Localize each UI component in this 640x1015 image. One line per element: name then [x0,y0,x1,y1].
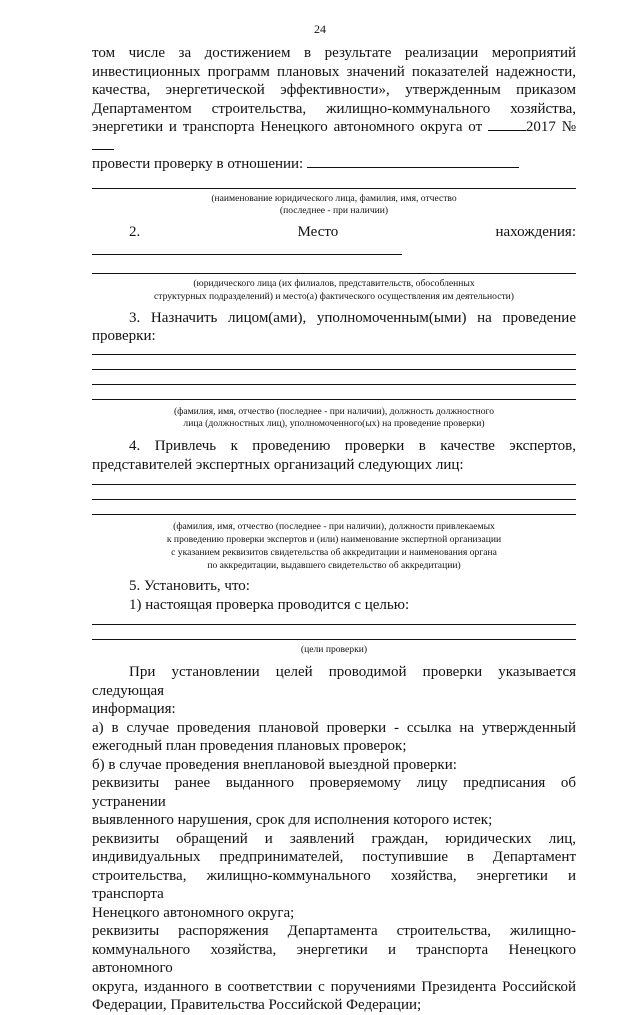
fill-line [92,484,576,485]
caption: к проведению проверки экспертов и (или) наименование экспертной организации [166,534,502,546]
intro-line: качества, энергетической эффективности», утвержденным приказом [92,82,576,98]
item-5-line: 1) настоящая проверка проводится с целью: [129,596,410,613]
fill-line [92,624,576,625]
document-body [92,44,576,1015]
caption: лица (должностных лиц), уполномоченного(ых) на проведение проверки) [183,418,485,430]
goals-line: индивидуальных предпринимателей, поступившие в Департамент [92,849,576,866]
fill-line [92,514,576,515]
intro-year: 2017 № [525,119,577,135]
caption: (фамилия, имя, отчество (последнее - при наличии), должности привлекаемых [173,521,495,533]
intro-line: Департаментом строительства, жилищно-коммунального хозяйства, [92,100,576,117]
intro-date-line [92,118,576,155]
goals-line: выявленного нарушения, срок для исполнения которого истек; [92,812,493,829]
location-blank [92,242,402,255]
fill-line [92,399,576,400]
caption: по аккредитации, выдавшего свидетельство об аккредитации) [207,559,461,571]
intro-line: том числе за достижением в результате реализации мероприятий [92,45,576,61]
item-4-line: представителей экспертных организаций следующих лиц: [92,456,464,473]
fill-line [92,639,576,640]
caption: (фамилия, имя, отчество (последнее - при наличии), должность должностного [173,405,495,417]
fill-line [92,273,576,274]
goals-line: реквизиты обращений и заявлений граждан, юридических лиц, [92,830,576,847]
goals-line: ежегодный план проведения плановых проверок; [92,738,407,755]
item-5-line: 5. Установить, что: [129,578,250,595]
fill-line [92,188,576,189]
item-3-line: проверки: [92,328,156,345]
inspection-subject-blank [307,155,519,168]
caption: структурных подразделений) и место(а) фактического осуществления им деятельности) [154,290,514,302]
intro-line: инвестиционных программ плановых значений показателей надежности, [92,63,576,80]
caption: (юридического лица (их филиалов, представительств, обособленных [193,278,475,290]
goals-line: коммунального хозяйства, энергетики и транспорта Ненецкого автономного [92,941,576,977]
fill-line [92,499,576,500]
fill-line [92,384,576,385]
goals-line: строительства, жилищно-коммунального хозяйства, энергетики и транспорта [92,867,576,903]
location-label: 2. Место нахождения: [129,224,576,241]
goals-line: реквизиты распоряжения Департамента строительства, жилищно- [92,923,576,940]
goals-line: б) в случае проведения внеплановой выездной проверки: [92,756,457,773]
intro-text: энергетики и транспорта Ненецкого автономного округа от [92,119,483,135]
intro-line [92,155,576,174]
fill-line [92,354,576,355]
date-blank [488,118,526,131]
caption: (последнее - при наличии) [279,205,389,217]
caption: с указанием реквизитов свидетельства об аккредитации и наименования органа [171,546,497,558]
item-3-line: 3. Назначить лицом(ами), уполномоченным(ыми) на проведение [129,309,576,326]
goals-line: а) в случае проведения плановой проверки - ссылка на утвержденный [92,719,576,736]
goals-line: информация: [92,701,176,718]
fill-line [92,369,576,370]
number-blank [92,137,114,150]
inspection-subject-label: провести проверку в отношении: [92,156,304,172]
goals-line: Ненецкого автономного округа; [92,904,295,921]
goals-line: Федерации, Правительства Российской Федерации; [92,997,422,1014]
goals-line: При установлении целей проводимой проверки указывается следующая [92,664,576,699]
caption: (цели проверки) [300,644,368,656]
caption: (наименование юридического лица, фамилия, имя, отчество [211,192,457,204]
item-4-line: 4. Привлечь к проведению проверки в качестве экспертов, [129,438,576,455]
goals-line: округа, изданного в соответствии с поручениями Президента Российской [92,978,576,995]
location-line [92,223,576,260]
page-number: 24 [314,22,326,36]
goals-line: реквизиты ранее выданного проверяемому лицу предписания об устранении [92,775,576,810]
